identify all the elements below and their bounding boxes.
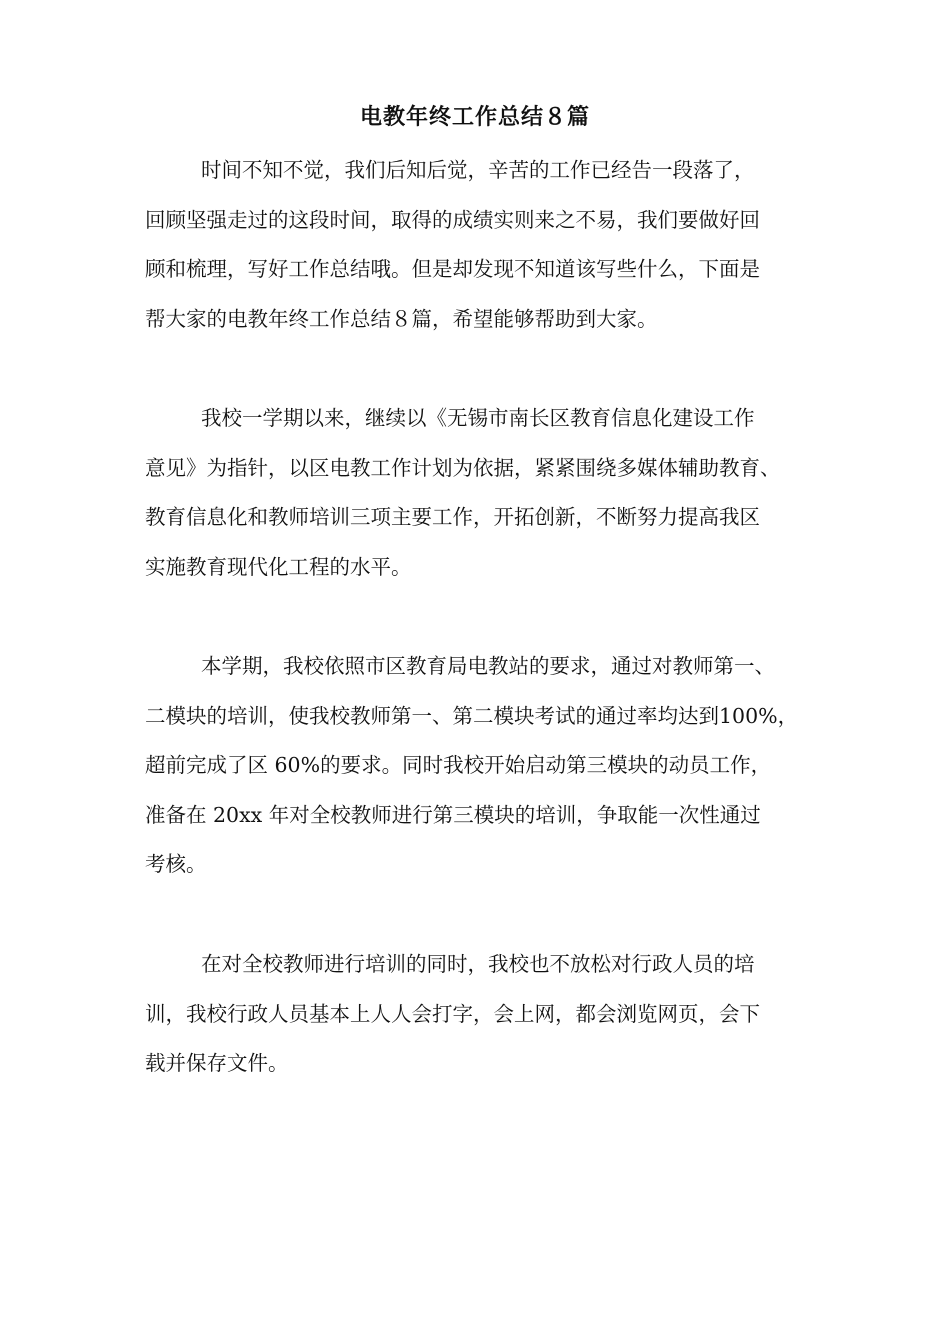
- paragraph-line: 训，我校行政人员基本上人人会打字，会上网，都会浏览网页，会下: [145, 1001, 760, 1026]
- document-title: 电教年终工作总结８篇: [359, 104, 590, 130]
- paragraph-line: 在对全校教师进行培训的同时，我校也不放松对行政人员的培: [201, 952, 755, 976]
- paragraph-line: 回顾坚强走过的这段时间，取得的成绩实则来之不易，我们要做好回: [145, 207, 760, 232]
- paragraph-line: 本学期，我校依照市区教育局电教站的要求，通过对教师第一、: [201, 654, 775, 678]
- paragraph-line: 超前完成了区 60%的要求。同时我校开始启动第三模块的动员工作，: [145, 753, 772, 777]
- paragraph-3: [145, 642, 817, 890]
- paragraph-line: 教育信息化和教师培训三项主要工作，开拓创新，不断努力提高我区: [145, 505, 760, 529]
- paragraph-2: [145, 394, 817, 592]
- paragraph-line: 考核。: [145, 852, 207, 876]
- paragraph-1: [145, 146, 817, 344]
- paragraph-line: 我校一学期以来，继续以《无锡市南长区教育信息化建设工作: [201, 406, 755, 430]
- paragraph-line: 顾和梳理，写好工作总结哦。但是却发现不知道该写些什么，下面是: [145, 257, 760, 281]
- paragraph-line: 实施教育现代化工程的水平。: [145, 554, 412, 579]
- paragraph-line: 帮大家的电教年终工作总结８篇，希望能够帮助到大家。: [145, 306, 658, 331]
- paragraph-line: 二模块的培训，使我校教师第一、第二模块考试的通过率均达到100%，: [145, 703, 799, 728]
- paragraph-line: 时间不知不觉，我们后知后觉，辛苦的工作已经告一段落了，: [201, 158, 755, 182]
- paragraph-4: [145, 940, 817, 1089]
- paragraph-line: 载并保存文件。: [145, 1051, 289, 1075]
- paragraph-line: 准备在 20xx 年对全校教师进行第三模块的培训，争取能一次性通过: [145, 802, 761, 827]
- paragraph-line: 意见》为指针，以区电教工作计划为依据，紧紧围绕多媒体辅助教育、: [145, 455, 781, 480]
